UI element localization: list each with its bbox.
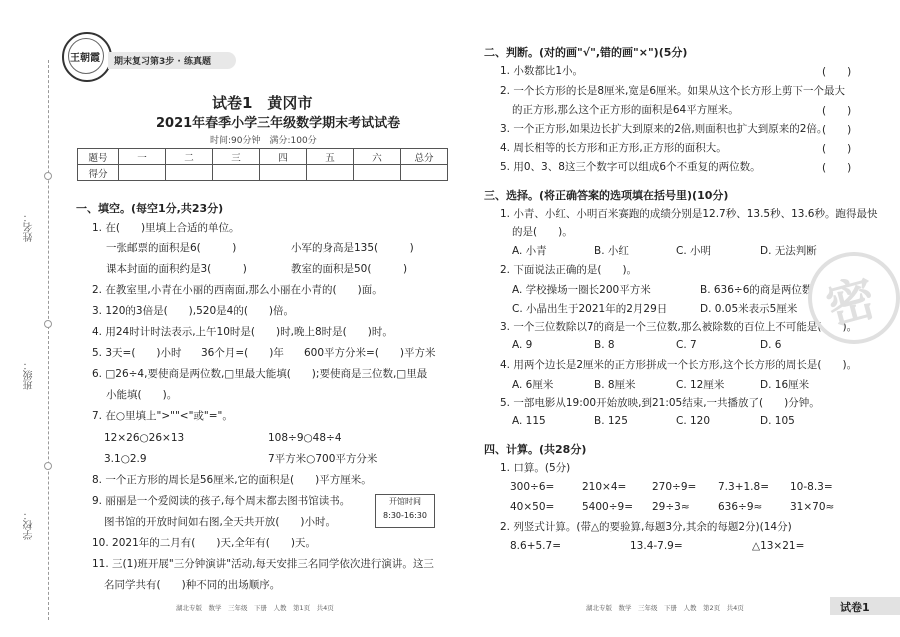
q3-1a: 1. 小青、小红、小明百米赛跑的成绩分别是12.7秒、13.5秒、13.6秒。跑得最快 xyxy=(500,208,878,220)
q2-3: 3. 一个正方形,如果边长扩大到原来的2倍,则面积也扩大到原来的2倍。 xyxy=(500,123,828,135)
opening-hours-box xyxy=(375,494,435,528)
q4-2: 2. 列竖式计算。(带△的要验算,每题3分,其余的每题2分)(14分) xyxy=(500,521,792,533)
mental-math-item: 40×50= xyxy=(510,501,555,513)
q1-6a: 6. □26÷4,要使商是两位数,□里最大能填( );要使商是三位数,□里最 xyxy=(92,368,428,380)
q1-7d: 7平方米○700平方分米 xyxy=(268,453,378,465)
logo-text: 王朝霞 xyxy=(70,53,100,64)
mental-math-item: 300÷6= xyxy=(510,481,555,493)
mental-math-item: 10-8.3= xyxy=(790,481,833,493)
q3-2-option: B. 636÷6的商是两位数 xyxy=(700,284,813,296)
q1-6b: 小能填( )。 xyxy=(106,389,178,401)
q3-3: 3. 一个三位数除以7的商是一个三位数,那么被除数的百位上不可能是( )。 xyxy=(500,321,858,333)
q2-2b: 的正方形,那么这个正方形的面积是64平方厘米。 xyxy=(512,104,739,116)
q1-9a: 9. 丽丽是一个爱阅读的孩子,每个周末都去图书馆读书。 xyxy=(92,495,351,507)
q3-4-option: C. 12厘米 xyxy=(676,379,725,391)
hours-title: 开馆时间 xyxy=(389,497,421,506)
mental-math-item: 636÷9≈ xyxy=(718,501,763,513)
score-cell xyxy=(119,165,166,181)
confidential-stamp xyxy=(808,252,900,344)
section1-title: 一、填空。(每空1分,共23分) xyxy=(76,202,224,215)
q1-8: 8. 一个正方形的周长是56厘米,它的面积是( )平方厘米。 xyxy=(92,474,372,486)
q3-2-option: A. 学校操场一圈长200平方米 xyxy=(512,284,651,296)
q4-1: 1. 口算。(5分) xyxy=(500,462,571,474)
mental-math-item: 5400÷9= xyxy=(582,501,633,513)
score-header: 三 xyxy=(213,149,260,165)
score-cell xyxy=(213,165,260,181)
mental-math-item: 31×70≈ xyxy=(790,501,835,513)
section2-title: 二、判断。(对的画"√",错的画"×")(5分) xyxy=(484,46,688,59)
q3-3-option: C. 7 xyxy=(676,339,697,351)
q3-2-option: D. 0.05米表示5厘米 xyxy=(700,303,798,315)
score-header: 四 xyxy=(260,149,307,165)
vertical-calc-item: 13.4-7.9= xyxy=(630,540,683,552)
score-cell xyxy=(354,165,401,181)
q3-4-option: B. 8厘米 xyxy=(594,379,636,391)
footer-right: 湖北专版 数学 三年级 下册 人教 第2页 共4页 xyxy=(586,604,744,612)
answer-paren: ( ) xyxy=(822,66,852,78)
q3-5-option: D. 105 xyxy=(760,415,795,427)
score-header: 题号 xyxy=(78,149,119,165)
q1-1a: 一张邮票的面积是6( ) xyxy=(106,242,237,254)
q1-10: 10. 2021年的二月有( )天,全年有( )天。 xyxy=(92,537,316,549)
paper-badge-label: 试卷1 xyxy=(840,601,870,614)
q1-1b: 小军的身高是135( ) xyxy=(291,242,414,254)
q3-5: 5. 一部电影从19:00开始放映,到21:05结束,一共播放了( )分钟。 xyxy=(500,397,820,409)
q1-7b: 108÷9○48÷4 xyxy=(268,432,342,444)
score-header: 五 xyxy=(307,149,354,165)
q1-1d: 教室的面积是50( ) xyxy=(291,263,408,275)
score-cell xyxy=(307,165,354,181)
q1-5b: 36个月=( )年 xyxy=(201,347,284,359)
score-cell xyxy=(166,165,213,181)
paper-subtitle: 2021年春季小学三年级数学期末考试试卷 xyxy=(156,116,401,131)
mental-math-item: 29÷3≈ xyxy=(652,501,690,513)
q1-1: 1. 在( )里填上合适的单位。 xyxy=(92,222,240,234)
answer-paren: ( ) xyxy=(822,124,852,136)
stamp-char: 密 xyxy=(820,269,882,337)
section3-title: 三、选择。(将正确答案的选项填在括号里)(10分) xyxy=(484,189,729,202)
binding-hole xyxy=(44,172,52,180)
q3-5-option: C. 120 xyxy=(676,415,711,427)
q3-1b: 的是( )。 xyxy=(512,226,573,238)
q1-4: 4. 用24时计时法表示,上午10时是( )时,晚上8时是( )时。 xyxy=(92,326,393,338)
q1-9b: 图书馆的开放时间如右图,全天共开放( )小时。 xyxy=(104,516,337,528)
paper-title: 试卷1 黄冈市 xyxy=(212,94,313,112)
vertical-calc-item: 8.6+5.7= xyxy=(510,540,561,552)
score-header: 六 xyxy=(354,149,401,165)
binding-hole xyxy=(44,320,52,328)
q3-5-option: A. 115 xyxy=(512,415,546,427)
binding-dashed-line xyxy=(48,60,49,620)
q1-5c: 600平方分米=( )平方米 xyxy=(304,347,436,359)
name-label: 姓名： xyxy=(24,212,35,242)
q2-4: 4. 周长相等的长方形和正方形,正方形的面积大。 xyxy=(500,142,727,154)
score-row-label: 得分 xyxy=(78,165,119,181)
q3-4: 4. 用两个边长是2厘米的正方形拼成一个长方形,这个长方形的周长是( )。 xyxy=(500,359,858,371)
vertical-calc-item: △13×21= xyxy=(752,540,805,552)
q1-3: 3. 120的3倍是( ),520是4的( )倍。 xyxy=(92,305,295,317)
time-info: 时间:90分钟 满分:100分 xyxy=(210,136,317,146)
score-header: 一 xyxy=(119,149,166,165)
q3-1-option: D. 无法判断 xyxy=(760,245,817,257)
q2-5: 5. 用0、3、8这三个数字可以组成6个不重复的两位数。 xyxy=(500,161,761,173)
answer-paren: ( ) xyxy=(822,105,852,117)
q1-2: 2. 在教室里,小青在小丽的西南面,那么小丽在小青的( )面。 xyxy=(92,284,383,296)
q1-7c: 3.1○2.9 xyxy=(104,453,147,465)
q2-1: 1. 小数都比1小。 xyxy=(500,65,584,77)
score-cell xyxy=(260,165,307,181)
binding-hole xyxy=(44,462,52,470)
q3-3-option: D. 6 xyxy=(760,339,782,351)
class-label: 班级： xyxy=(24,360,35,390)
q3-1-option: B. 小红 xyxy=(594,245,629,257)
q3-3-option: B. 8 xyxy=(594,339,615,351)
q3-3-option: A. 9 xyxy=(512,339,533,351)
footer-left: 湖北专版 数学 三年级 下册 人教 第1页 共4页 xyxy=(176,604,334,612)
q3-4-option: D. 16厘米 xyxy=(760,379,810,391)
q1-1c: 课本封面的面积约是3( ) xyxy=(106,263,247,275)
q3-2-option: C. 小晶出生于2021年的2月29日 xyxy=(512,303,668,315)
answer-paren: ( ) xyxy=(822,162,852,174)
answer-paren: ( ) xyxy=(822,143,852,155)
score-header: 总分 xyxy=(401,149,448,165)
mental-math-item: 270÷9= xyxy=(652,481,697,493)
q3-5-option: B. 125 xyxy=(594,415,628,427)
score-header: 二 xyxy=(166,149,213,165)
q1-7: 7. 在○里填上">""<"或"="。 xyxy=(92,410,233,422)
school-label: 学校： xyxy=(24,510,35,540)
q3-4-option: A. 6厘米 xyxy=(512,379,554,391)
q1-11a: 11. 三(1)班开展"三分钟演讲"活动,每天安排三名同学依次进行演讲。这三 xyxy=(92,558,434,570)
q3-1-option: A. 小青 xyxy=(512,245,547,257)
brand-logo xyxy=(62,32,112,82)
hours-value: 8:30-16:30 xyxy=(383,511,427,520)
q2-2a: 2. 一个长方形的长是8厘米,宽是6厘米。如果从这个长方形上剪下一个最大 xyxy=(500,85,846,97)
q1-5a: 5. 3天=( )小时 xyxy=(92,347,182,359)
paper-badge xyxy=(830,597,900,615)
section4-title: 四、计算。(共28分) xyxy=(484,443,587,456)
mental-math-item: 7.3+1.8= xyxy=(718,481,769,493)
q1-11b: 名同学共有( )种不同的出场顺序。 xyxy=(104,579,281,591)
step-text: 期末复习第3步 · 练真题 xyxy=(114,57,211,67)
score-table xyxy=(77,148,448,181)
score-cell xyxy=(401,165,448,181)
q3-1-option: C. 小明 xyxy=(676,245,712,257)
mental-math-item: 210×4= xyxy=(582,481,627,493)
q1-7a: 12×26○26×13 xyxy=(104,432,185,444)
q3-2: 2. 下面说法正确的是( )。 xyxy=(500,264,638,276)
